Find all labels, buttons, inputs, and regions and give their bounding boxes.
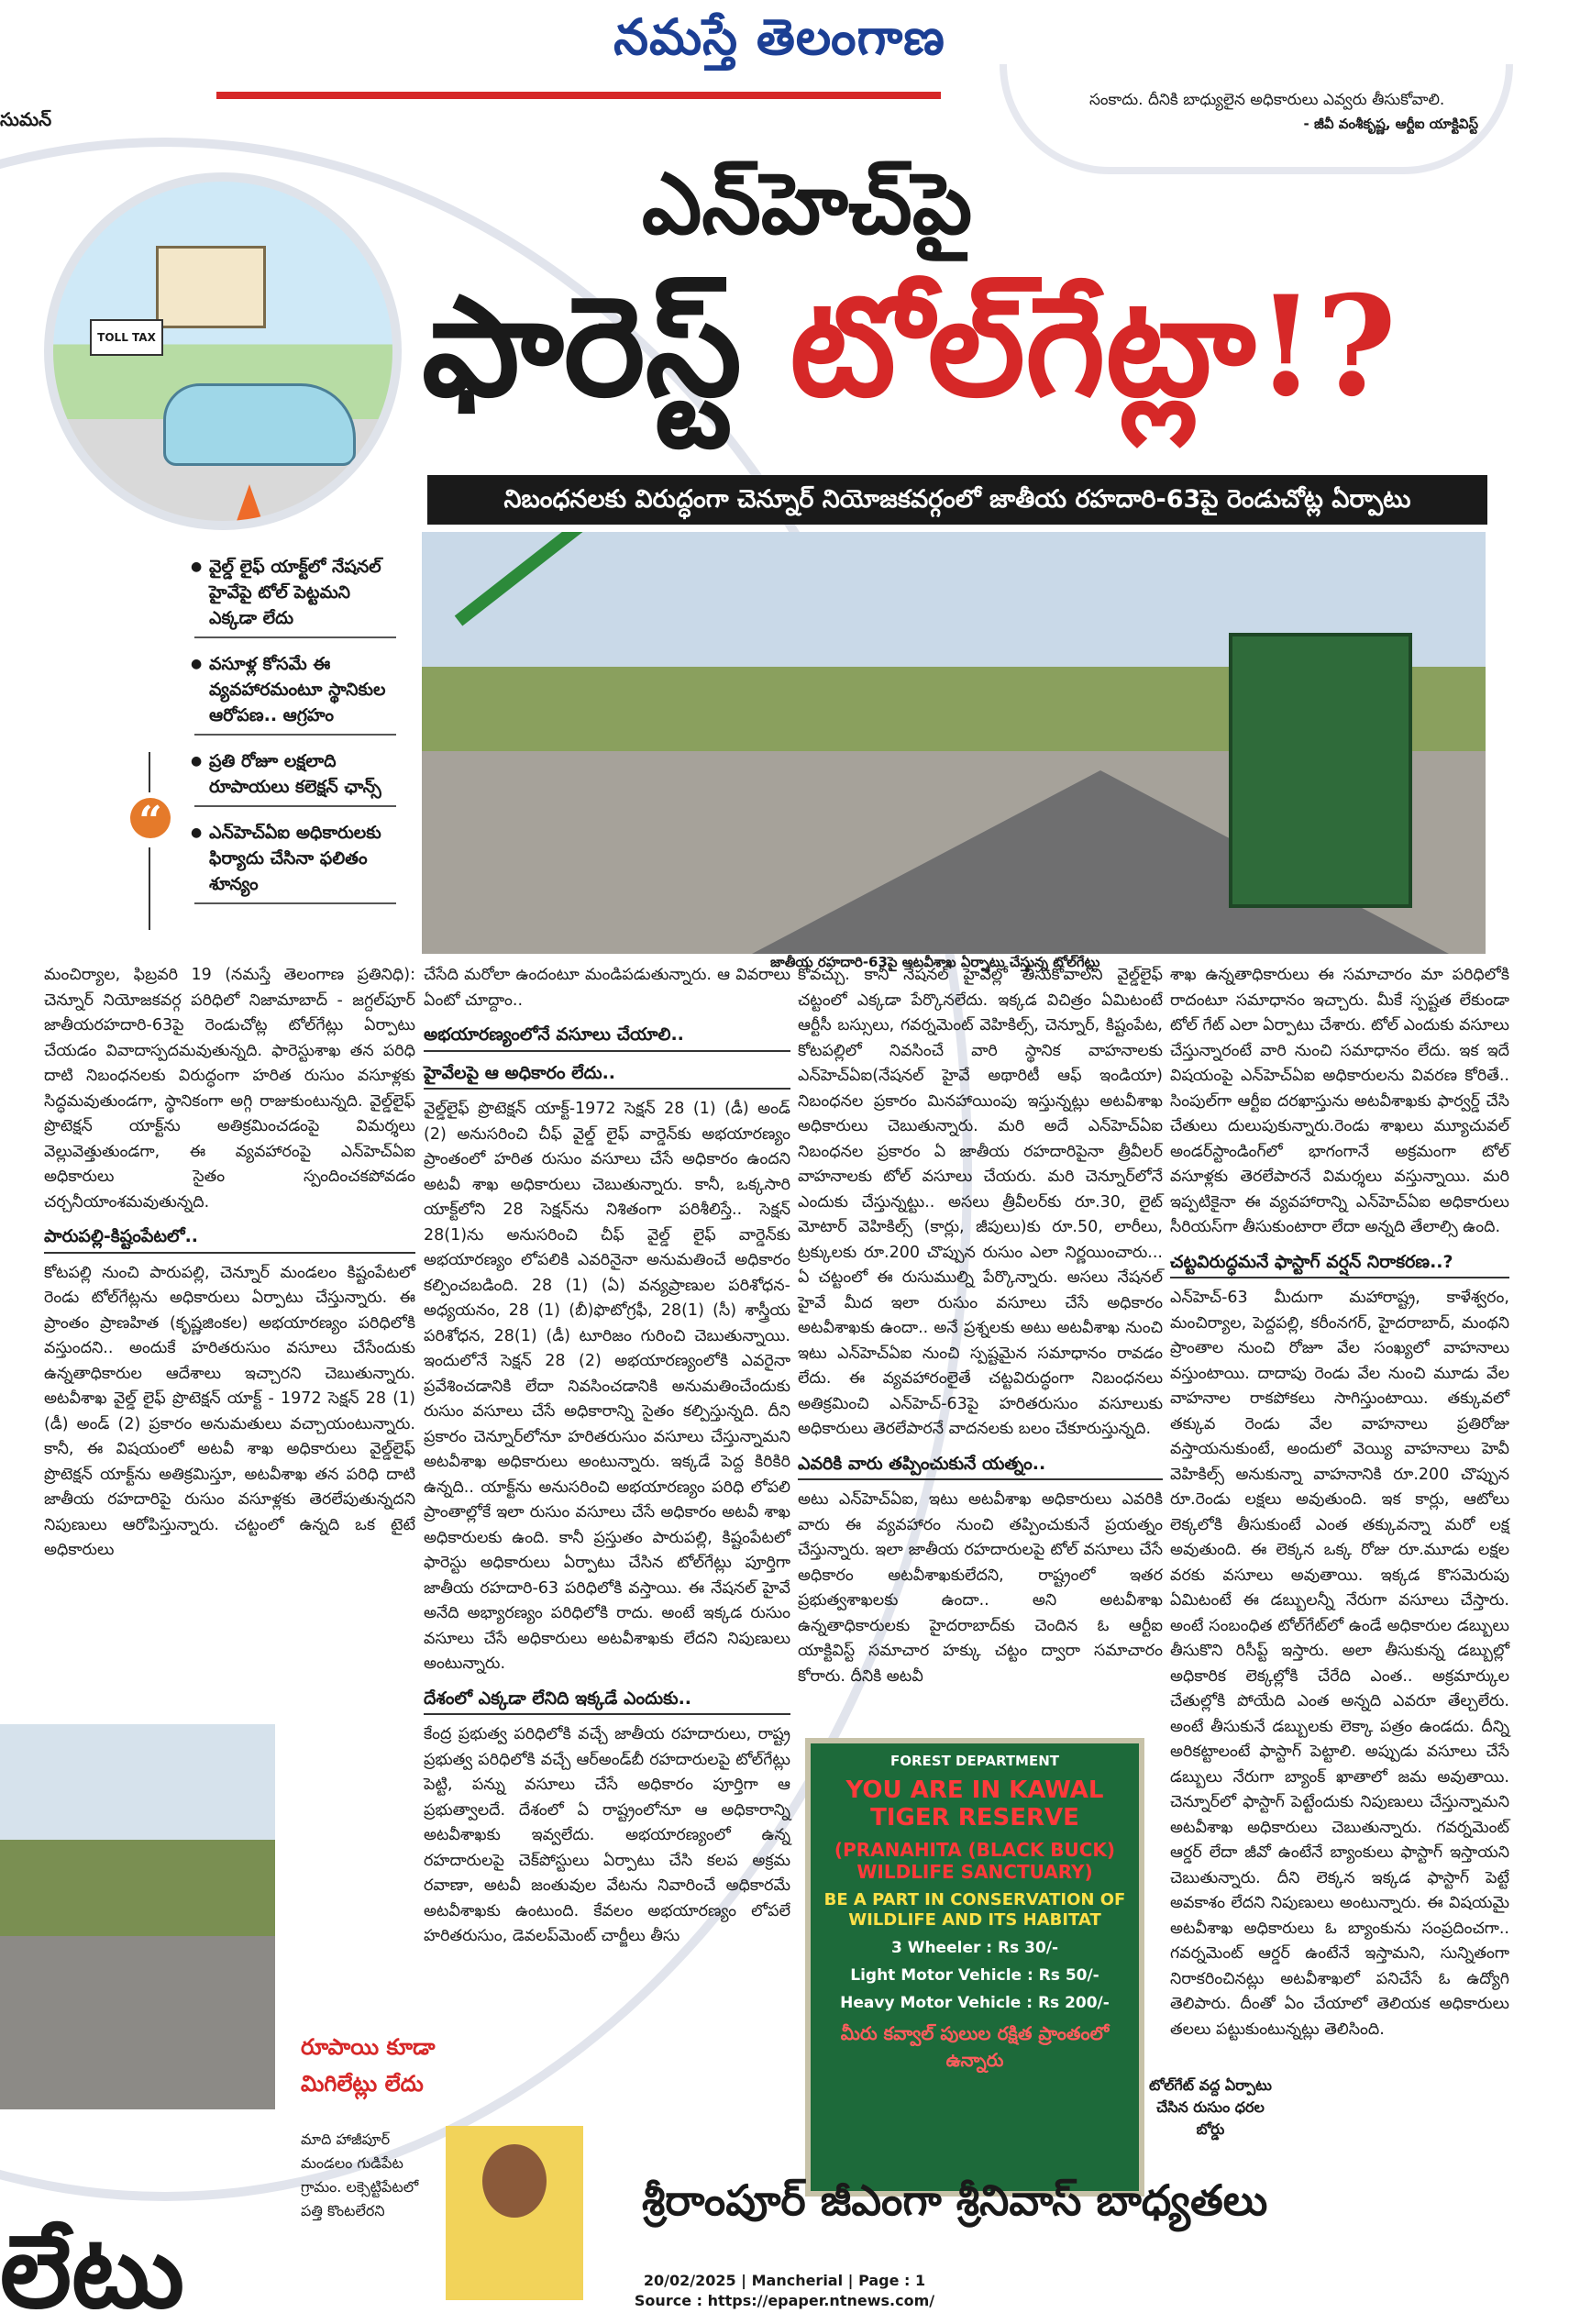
- sign-caption: టోల్‌గేట్ వద్ద ఏర్పాటు చేసిన రుసుం ధరల బోర్డు: [1149, 2076, 1272, 2138]
- article-column-1: [44, 963, 415, 1569]
- article-column-2: [424, 963, 790, 1955]
- subheading: పారుపల్లి-కిష్టంపేటలో..: [44, 1224, 415, 1254]
- paragraph: కోటపల్లి నుంచి పారుపల్లి, చెన్నూర్ మండలం కిష్టంపేటలో రెండు టోల్‌గేట్లను అధికారులు ఏర్పాటు చేస్తున్నారు. ఈ ప్రాంతం ప్రాణహిత (కృష్ణజింకల) అభయారణ్యం పరిధిలోకి వస్తుందని.. అందుకే హరితరుసుం వసూలు చేసేందుకు ఉన్నతాధికారుల ఆదేశాలు ఇచ్చారని చెబుతున్నారు. అటవీశాఖ వైల్డ్ లైఫ్ ప్రొటెక్షన్ యాక్ట్ - 1972 సెక్షన్ 28 (1)(డీ) అండ్ (2) ప్రకారం అనుమతులు వచ్చాయంటున్నారు. కానీ, ఈ విషయంలో అటవీ శాఖ అధికారులు వైల్డ్‌లైఫ్ ప్రొటెక్షన్ యాక్ట్‌ను అతిక్రమిస్తూ, అటవీశాఖ తన పరిధి దాటి జాతీయ రహదారిపై రుసుం వసూళ్లకు తెరలేపుతున్నదని నిపుణులు ఆరోపిస్తున్నారు. చట్టంలో ఉన్నది ఒక టైటే అధికారులు: [44, 1263, 415, 1559]
- sign-line: (PRANAHITA (BLACK BUCK) WILDLIFE SANCTUARY): [834, 1839, 1116, 1883]
- prev-story-snippet: సుమన్: [0, 108, 52, 130]
- sign-line: YOU ARE IN KAWAL TIGER RESERVE: [845, 1776, 1104, 1832]
- sign-telugu-line: మీరు కవ్వాల్ పులుల రక్షిత ప్రాంతంలో ఉన్నారు: [840, 2022, 1110, 2071]
- quote-mark-icon: “: [130, 798, 171, 838]
- boom-barrier-shape: [455, 532, 694, 626]
- bullet-item: ● ఎన్‌హెచ్‌ఏఐ అధికారులకు ఫిర్యాదు చేసినా ఫలితం శూన్యం: [194, 820, 396, 904]
- photo-caption: జాతీయ రహదారి-63పై అటవీశాఖ ఏర్పాటు చేస్తున్న టోల్‌గేట్లు: [770, 954, 1100, 970]
- side-story-headline: రూపాయి కూడా మిగిలేట్లు లేదు: [301, 2034, 436, 2097]
- page-footer: [0, 2271, 1569, 2311]
- next-story-headline-fragment: లేటు: [0, 2212, 184, 2324]
- bullet-item: ● వసూళ్ల కోసమే ఈ వ్యవహారమంటూ స్థానికుల ఆరోపణ.. ఆగ్రహం: [194, 651, 396, 736]
- paragraph: అటు ఎన్‌హెచ్‌ఏఐ, ఇటు అటవీశాఖ అధికారులు ఎవరికి వారు ఈ వ్యవహారం నుంచి తప్పించుకునే ప్రయత్నం చేస్తున్నారు. ఇలా జాతీయ రహదారులపై టోల్ వసూలు చేసే అధికారం అటవీశాఖకులేదని, రాష్ట్రంలో ఇతర ప్రభుత్వశాఖలకు ఉందా.. అని అటవీశాఖ ఉన్నతాధికారులకు హైదరాబాద్‌కు చెందిన ఓ ఆర్టీఐ యాక్టివిస్ట్ సమాచార హక్కు చట్టం ద్వారా సమాచారం కోరారు. దీనికి అటవీ: [798, 1490, 1163, 1686]
- footer-date-edition: 20/02/2025 | Mancherial | Page : 1: [643, 2272, 926, 2289]
- toll-booth-cabin-shape: [1229, 633, 1412, 908]
- masthead: నమస్తే తెలంగాణ: [613, 7, 945, 66]
- headline-part-2: టోల్‌గేట్లా!?: [790, 266, 1398, 427]
- side-story-text: మాది హాజీపూర్ మండలం గుడిపేట గ్రామం. లక్సెట్టిపేటలో పత్తి కొంటలేరని: [301, 2130, 419, 2219]
- toll-booth-shape: [156, 246, 266, 328]
- sign-fee: Light Motor Vehicle : Rs 50/-: [850, 1966, 1099, 1985]
- subheading: ఎవరికి వారు తప్పించుకునే యత్నం..: [798, 1452, 1163, 1481]
- masthead-rule: [216, 92, 941, 99]
- sign-fee: Heavy Motor Vehicle : Rs 200/-: [840, 1994, 1110, 2012]
- subheading: అభయారణ్యంలోనే వసూలు చేయాలి..: [424, 1023, 790, 1052]
- paragraph: వైల్డ్‌లైఫ్ ప్రొటెక్షన్ యాక్ట్-1972 సెక్షన్ 28 (1) (డీ) అండ్ (2) అనుసరించి చీఫ్ వైల్డ్ లైఫ్ వార్డెన్‌కు అభయారణ్యం ప్రాంతంలో హరిత రుసుం వసూలు చేసే అధికారం ఉందని అటవీ శాఖ అధికారులు చెబుతున్నారు. కానీ, ఒక్కసారి యాక్ట్‌లోని 28 సెక్షన్‌ను నిశితంగా పరిశీలిస్తే.. సెక్షన్ 28(1)ను అనుసరించి చీఫ్ వైల్డ్ లైఫ్ వార్డెన్‌కు అభయారణ్యం లోపలికి ఎవరినైనా అనుమతించే అధికారం కల్పించబడింది. 28 (1) (ఏ) వన్యప్రాణుల పరిశోధన-అధ్యయనం, 28 (1) (బీ)ఫొటోగ్రఫీ, 28(1) (సీ) శాస్త్రీయ పరిశోధన, 28(1) (డీ) టూరిజం గురించి చెబుతున్నాయి. ఇందులోనే సెక్షన్ 28 (2) అభయారణ్యంలోకి ఎవరైనా ప్రవేశించడానికి లేదా నివసించడానికి అనుమతించేందుకు రుసుం వసూలు చేసే అధికారాన్ని సైతం కల్పిస్తున్నది. దీని ప్రకారం చెన్నూర్‌లోనూ హరితరుసుం వసూలు చేస్తున్నామని అటవీశాఖ అధికారులు అంటున్నారు. ఇక్కడే పెద్ద కిరికిరి ఉన్నది.. యాక్ట్‌ను అనుసరించి అభయారణ్యం పరిధి లోపలి ప్రాంతాల్లోకే ఇలా రుసుం వసూలు చేసే అధికారం అటవీ శాఖ అధికారులకు ఉంది. కానీ ప్రస్తుతం పారుపల్లి, కిష్టంపేటలో ఫారెస్టు అధికారులు ఏర్పాటు చేసిన టోల్‌గేట్లు పూర్తిగా జాతీయ రహదారి-63 పరిధిలోకి వస్తాయి. ఈ నేషనల్ హైవే అనేది అభ్యారణ్యం పరిధిలోకి రాదు. అంటే ఇక్కడ రుసుం వసూలు చేసే అధికారులు అటవీశాఖకు లేదని నిపుణులు అంటున్నారు.: [424, 1100, 790, 1673]
- sign-header: FOREST DEPARTMENT: [889, 1753, 1060, 1769]
- traffic-cone-shape: [237, 484, 262, 521]
- bullet-item: ● ప్రతి రోజూ లక్షలాది రూపాయలు కలెక్షన్ ఛాన్స్: [194, 748, 396, 807]
- quote-text: సంకాదు. దీనికి బాధ్యులైన అధికారులు ఎవ్వరు తీసుకోవాలి.: [1089, 91, 1445, 109]
- next-story-headline: శ్రీరాంపూర్ జీఎంగా శ్రీనివాస్ బాధ్యతలు: [642, 2175, 1268, 2225]
- paragraph: చేసేది మరోలా ఉందంటూ మండిపడుతున్నారు. ఆ వివరాలు ఏంటో చూద్దాం..: [424, 966, 790, 1010]
- highlight-bullets: [194, 554, 396, 917]
- headline-strap: నిబంధనలకు విరుద్ధంగా చెన్నూర్ నియోజకవర్గంలో జాతీయ రహదారి-63పై రెండుచోట్ల ఏర్పాటు: [427, 475, 1487, 525]
- toll-gate-photo: [422, 532, 1486, 954]
- person-face-shape: [482, 2144, 547, 2218]
- subheading: దేశంలో ఎక్కడా లేనిది ఇక్కడే ఎందుకు..: [424, 1687, 790, 1716]
- headline-part-1: ఫారెస్ట్: [422, 266, 742, 427]
- quote-box: [1000, 64, 1513, 174]
- article-column-4: [1170, 963, 1509, 2048]
- paragraph: శాఖ ఉన్నతాధికారులు ఈ సమాచారం మా పరిధిలోకి రాదంటూ సమాధానం ఇచ్చారు. మీకే స్పష్టత లేకుండా టోల్ గేట్ ఎలా ఏర్పాటు చేశారు. టోల్ ఎందుకు వసూలు చేస్తున్నారంటే వారి నుంచి సమాధానం లేదు. ఇక ఇదే విషయంపై ఎన్‌హెచ్‌ఏఐ అధికారులను వివరణ కోరితే.. సింపుల్‌గా ఆర్టీఐ దరఖాస్తును అటవీశాఖకు ఫార్వర్డ్ చేసి చేతులు దులుపుకున్నారు.రెండు శాఖలు మ్యూచువల్ అండర్‌స్టాండింగ్‌లో భాగంగానే అక్రమంగా టోల్ వసూళ్లకు తెరలేపారనే విమర్శలు వస్తున్నాయి. మరి ఇప్పటికైనా ఈ వ్యవహారాన్ని ఎన్‌హెచ్‌ఏఐ అధికారులు సీరియస్‌గా తీసుకుంటారా లేదా అన్నది తేలాల్సి ఉంది.: [1170, 966, 1509, 1236]
- sign-fee: 3 Wheeler : Rs 30/-: [890, 1939, 1059, 1957]
- headline: [422, 266, 1541, 461]
- paragraph: ఎన్‌హెచ్-63 మీదుగా మహారాష్ట్ర, కాళేశ్వరం, మంచిర్యాల, పెద్దపల్లి, కరీంనగర్, హైదరాబాద్, మంథని ప్రాంతాల నుంచి రోజూ వేల సంఖ్యలో వాహనాలు వస్తుంటాయి. దాదాపు రెండు వేల నుంచి మూడు వేల వాహనాల రాకపోకలు సాగిస్తుంటాయి. తక్కువలో తక్కువ రెండు వేల వాహనాలు ప్రతిరోజు వస్తాయనుకుంటే, అందులో వెయ్యి వాహనాలు హెవీ వెహికిల్స్ అనుకున్నా వాహనానికి రూ.200 చొప్పున రూ.రెండు లక్షలు అవుతుంది. ఇక కార్లు, ఆటోలు లెక్కలోకి తీసుకుంటే ఎంత తక్కువన్నా మరో లక్ష అవుతుంది. ఈ లెక్కన ఒక్క రోజు రూ.మూడు లక్షల వరకు వసూలు అవుతాయి. ఇక్కడ కొసమెరుపు ఏమిటంటే ఈ డబ్బులన్నీ నేరుగా వసూలు చేస్తారు. అంటే సంబంధిత టోల్‌గేట్‌లో ఉండే అధికారుల డబ్బులు తీసుకొని రిసీప్ట్ ఇస్తారు. అలా తీసుకున్న డబ్బుల్లో అధికారిక లెక్కల్లోకి చేరేది ఎంత.. అక్రమార్కుల చేతుల్లోకి పోయేది ఎంత అన్నది ఎవరూ తేల్చలేరు. అంటే తీసుకునే డబ్బులకు లెక్కా పత్రం ఉండదు. దీన్ని అరికట్టాలంటే ఫాస్టాగ్ పెట్టాలి. అప్పుడు వసూలు చేసే డబ్బులు నేరుగా బ్యాంక్ ఖాతాలో జమ అవుతాయి. చెన్నూర్‌లో ఫాస్టాగ్ పెట్టేందుకు నిపుణులు చేస్తున్నామని అటవీశాఖ అధికారులు చెబుతున్నారు. గవర్నమెంట్ ఆర్డర్ లేదా జీవో ఉంటేనే బ్యాంకులు ఫాస్టాగ్ ఇస్తాయని చెబుతున్నారు. దీని లెక్కన ఇక్కడ ఫాస్టాగ్ పెట్టే అవకాశం లేదని నిపుణులు అంటున్నారు. ఈ విషయమై అటవీశాఖ అధికారులు ఓ బ్యాంకును సంప్రదించగా.. గవర్నమెంట్ ఆర్డర్ ఉంటేనే ఇస్తామని, సున్నితంగా నిరాకరించినట్లు అటవీశాఖలో పనిచేసే ఓ ఉద్యోగి తెలిపారు. దీంతో ఏం చేయాలో తెలియక అధికారులు తలలు పట్టుకుంటున్నట్లు తెలిసింది.: [1170, 1289, 1509, 2039]
- subheading: హైవేలపై ఆ అధికారం లేదు..: [424, 1061, 790, 1090]
- forest-fee-board-photo: [805, 1738, 1144, 2197]
- divider-line: [149, 752, 150, 792]
- car-shape: [163, 383, 356, 466]
- footer-source: Source : https://epaper.ntnews.com/: [634, 2292, 935, 2309]
- toll-tax-sign: TOLL TAX: [90, 319, 163, 356]
- quote-signature: - జీవీ వంశీకృష్ణ, ఆర్టీఐ యాక్టివిస్ట్: [1303, 116, 1478, 132]
- sign-line: BE A PART IN CONSERVATION OF WILDLIFE AND ITS HABITAT: [823, 1890, 1126, 1930]
- divider-line: [149, 847, 150, 930]
- trucks-photo: [0, 1724, 275, 2109]
- headline-kicker: ఎన్‌హెచ్‌పై: [641, 154, 973, 253]
- paragraph: కేంద్ర ప్రభుత్వ పరిధిలోకి వచ్చే జాతీయ రహదారులు, రాష్ట్ర ప్రభుత్వ పరిధిలోకి వచ్చే ఆర్‌అండ్‌బీ రహదారులపై టోల్‌గేట్లు పెట్టి, పన్ను వసూలు చేసే అధికారం పూర్తిగా ఆ ప్రభుత్వాలదే. దేశంలో ఏ రాష్ట్రంలోనూ ఆ అధికారాన్ని అటవీశాఖకు ఇవ్వలేదు. అభయారణ్యంలో ఉన్న రహదారులపై చెక్‌పోస్టులు ఏర్పాటు చేసి కలప అక్రమ రవాణా, అటవీ జంతువుల వేటను నివారించే అధికారమే అటవీశాఖకు ఉంటుంది. కేవలం అభయారణ్యం లోపలే హరితరుసుం, డెవలప్‌మెంట్ చార్జీలు తీసు: [424, 1725, 790, 1945]
- subheading: చట్టవిరుద్ధమనే ఫాస్టాగ్ వర్షన్ నిరాకరణ..?: [1170, 1250, 1509, 1279]
- paragraph: మంచిర్యాల, ఫిబ్రవరి 19 (నమస్తే తెలంగాణ ప్రతినిధి): చెన్నూర్ నియోజకవర్గ పరిధిలో నిజామాబాద్ - జగ్దల్‌పూర్ జాతీయరహదారి-63పై రెండుచోట్ల టోల్‌గేట్లు ఏర్పాటు చేయడం వివాదాస్పదమవుతున్నది. ఫారెస్టుశాఖ తన పరిధి దాటి నిబంధనలకు విరుద్ధంగా హరిత రుసుం వసూళ్లకు సిద్ధమవుతుండగా, స్థానికంగా అగ్గి రాజుకుంటున్నది. వైల్డ్‌లైఫ్ ప్రొటెక్షన్ యాక్ట్‌ను అతిక్రమించడంపై విమర్శలు వెల్లువెత్తుతుండగా, ఈ వ్యవహారంపై ఎన్‌హెచ్‌ఏఐ అధికారులు సైతం స్పందించకపోవడం చర్చనీయాంశమవుతున్నది.: [44, 966, 415, 1212]
- paragraph: కోవచ్చు. కానీ నేషనల్ హైవేల్లో తీసుకోవాలని వైల్డ్‌లైఫ్ చట్టంలో ఎక్కడా పేర్కొనలేదు. ఇక్కడ విచిత్రం ఏమిటంటే ఆర్టీసీ బస్సులు, గవర్నమెంట్ వెహికిల్స్, చెన్నూర్, కిష్టంపేట, కోటపల్లిలో నివసించే వారి స్థానిక వాహనాలకు ఎన్‌హెచ్‌ఏఐ(నేషనల్ హైవే అథారిటీ ఆఫ్ ఇండియా) నిబంధనల ప్రకారం మినహాయింపు ఇస్తున్నట్లు అటవీశాఖ అధికారులు చెబుతున్నారు. మరి అదే ఎన్‌హెచ్‌ఏఐ నిబంధనల ప్రకారం ఏ జాతీయ రహదారిపైనా త్రీవీలర్ వాహనాలకు టోల్ వసూలు చేయరు. మరి చెన్నూర్‌లోనే ఎందుకు చేస్తున్నట్టు.. అసలు త్రీవీలర్‌కు రూ.30, లైట్ మోటార్ వెహికిల్స్ (కార్లు, జీపులు)కు రూ.50, లారీలు, ట్రక్కులకు రూ.200 చొప్పున రుసుం ఎలా నిర్ణయించారు... ఏ చట్టంలో ఈ రుసుముల్ని పేర్కొన్నారు. అసలు నేషనల్ హైవే మీద ఇలా రుసుం వసూలు చేసే అధికారం అటవీశాఖకు ఉందా.. అనే ప్రశ్నలకు అటు అటవీశాఖ నుంచి ఇటు ఎన్‌హెచ్‌ఏఐ నుంచి స్పష్టమైన సమాధానం రావడం లేదు. ఈ వ్యవహారంలైతే చట్టవిరుద్ధంగా నిబంధనలు అతిక్రమించి ఎన్‌హెచ్-63పై హరితరుసుం వసూలుకు అధికారులు తెరలేపారనే వాదనలకు బలం చేకూరుస్తున్నది.: [798, 966, 1163, 1438]
- toll-cartoon-illustration: [44, 172, 402, 530]
- article-column-3: [798, 963, 1163, 1695]
- bullet-item: ● వైల్డ్ లైఫ్ యాక్ట్‌లో నేషనల్ హైవేపై టోల్ పెట్టమని ఎక్కడా లేదు: [194, 554, 396, 638]
